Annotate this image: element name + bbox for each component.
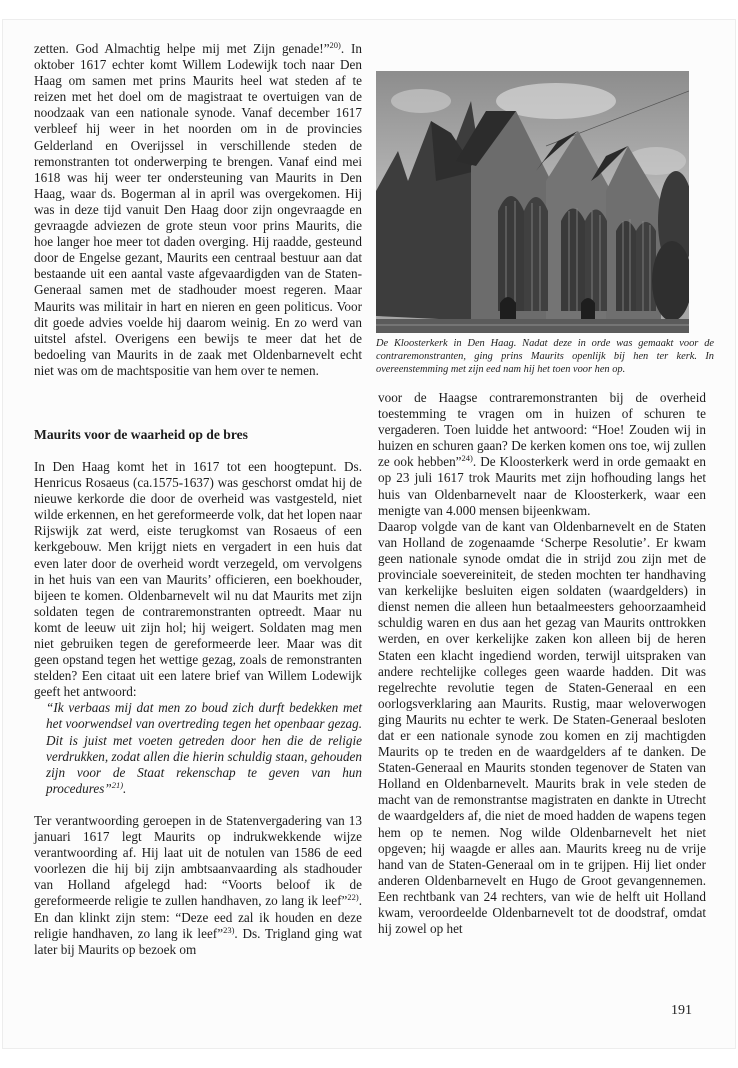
paragraph-text: . En dan klinkt zijn stem: “Deze eed zal ik houden en deze religie handhaven, zo lang ik leef” [34, 893, 362, 941]
left-column [34, 41, 362, 958]
paragraph-text: voor de Haagse contraremonstranten bij de overheid toestemming te vragen om in huizen of schuren te vergaderen. Toen luidde het antwoord: “Hoe! Zouden wij in huizen en schuren gaan? De kerken komen ons toe, wij zullen ze ook hebben” [378, 390, 706, 470]
block-quote [34, 700, 362, 797]
paragraph-text: . Ds. Trigland ging wat later bij Maurits op bezoek om [34, 925, 362, 957]
footnote-ref-23: 23) [223, 924, 235, 935]
page-number: 191 [671, 1003, 692, 1018]
kloosterkerk-photo [376, 71, 689, 333]
section-heading: Maurits voor de waarheid op de bres [34, 426, 248, 442]
paragraph-text: . De Kloosterkerk werd in orde gemaakt en op 23 juli 1617 trok Maurits met zijn hofhouding langs het huis van Oldenbarnevelt naar de Kloosterkerk, waar een menigte van 4.000 mensen bijeenkwam. [378, 454, 706, 518]
quote-text: “Ik verbaas mij dat men zo boud zich durft bedekken met het voorwendsel van overtreding tegen het openbaar gezag. Dit is juist met voeten getreden door hen die de religie verdrukken, zodat allen die hierin schuldig staan, gehouden zijn voor de Staat rekenschap te geven van hun procedures” [46, 700, 362, 796]
footnote-ref-20: 20) [329, 40, 341, 50]
paragraph-den-haag: In Den Haag komt het in 1617 tot een hoogtepunt. Ds. Henricus Rosaeus (ca.1575-1637) was geschorst omdat hij de nieuwe kerkorde die door de overheid was vastgesteld, niet wilde erkennen, en het gereformeerde volk, dat het lopen naar Rijswijk zat werd, eiste terugkomst van Rosaeus of een kerkgebouw. Men krijgt niets en vergadert in een huis dat even later door de overheid wordt verzegeld, om vervolgens in het huis van een van Maurits’ officieren, een boekhouder, bijeen te komen. Oldenbarnevelt wil nu dat Maurits met zijn soldaten tegen de contraremonstranten optreedt. Maar nu komt de leeuw uit zijn hol; hij weigert. Soldaten mag men niet gebruiken tegen de gereformeerde leer. Maar was dit geen opstand tegen het wettige gezag, zoals de remonstranten stelden? Een citaat uit een latere brief van Willem Lodewijk geeft het antwoord: [34, 458, 362, 700]
footnote-ref-22: 22) [347, 892, 359, 903]
right-column [378, 390, 706, 937]
paragraph-text: . In oktober 1617 echter komt Willem Lodewijk toch naar Den Haag om samen met prins Maurits heel wat steden af te reizen met het doel om de magistraat te overtuigen van de noodzaak van een nationale synode. Vanaf december 1617 verbleef hij weer in het noorden om in de provincies Gelderland en Overijssel in verschillende steden de remonstranten tot onderwerping te brengen. Vanaf eind mei 1618 was hij weer ter ondersteuning van Maurits in Den Haag, waar ds. Bogerman al in april was overgekomen. Hij was in deze tijd vanuit Den Haag door zijn ongevraagde en gevraagde adviezen de grote steun voor prins Maurits, die hoe langer hoe meer tot daden overging. Hij raadde, gesteund door de Engelse gezant, Maurits een centraal bestuur aan dat bestaande uit een aantal vaste afgevaardigden van de Staten-Generaal samen met de stadhouder moest regeren. Maar Maurits was militair in hart en nieren en geen politicus. Voor dit goede advies voelde hij daarom weinig. En zo werd van uitstel afstel. Overigens een bewijs te meer dat het de bedoeling van Maurits in de zaak met Oldenbarnevelt echt niet was om de machtspositie van hem over te nemen. [34, 41, 362, 378]
quote-tail: . [123, 780, 127, 796]
footnote-ref-24: 24) [461, 453, 473, 464]
figure-caption: De Kloosterkerk in Den Haag. Nadat deze in orde was gemaakt voor de contraremonstranten, ging prins Maurits openlijk bij hen ter kerk. In overeenstemming met zijn eed nam hij het toen voor hen op. [376, 338, 714, 376]
church-illustration [376, 71, 689, 333]
footnote-ref-21: 21) [111, 779, 124, 790]
paragraph-text: zetten. God Almachtig helpe mij met Zijn genade!” [34, 41, 330, 56]
paragraph-scherpe-resolutie: Daarop volgde van de kant van Oldenbarnevelt en de Staten van Holland de zogenaamde ‘Scherpe Resolutie’. Er kwam geen nationale synode omdat die in strijd zou zijn met de provinciale soevereiniteit, de steden mochten ter handhaving van kerkelijke besluiten eigen soldaten (waardgelders) in dienst nemen die alleen hun betaalmeesters gehoorzaamheid schuldig waren en dus aan het gezag van Maurits onttrokken werden, en over kerkelijke zaken kon alleen bij de heren Staten een klacht ingediend worden, terwijl uitspraken van andere rechtelijke colleges geen waarde hadden. Dit was regelrechte revolutie tegen de Staten-Generaal en een oorlogsverklaring aan Maurits. Rustig, maar weloverwogen ging Maurits nu echter te werk. De Staten-Generaal besloten dat er een nationale synode zou komen en zij machtigden Maurits op te treden en de waardgelders af te danken. De Staten-Generaal en Maurits stonden tegenover de Staten van Holland en Oldenbarnevelt. Maurits brak in vele steden de macht van de remonstrantse magistraten en dankte in Utrecht de waardgelders af, die niet de moed hadden de wapens tegen hem op te nemen. Nog wilde Oldenbarnevelt het niet opgeven; hij waagde er alles aan. Maurits kreeg nu de vrije hand van de Staten-Generaal om in te grijpen. Hij liet onder anderen Oldenbarnevelt en Hugo de Groot gevangennemen. Een rechtbank van 24 rechters, van wie de helft uit Holland kwam, veroordeelde Oldenbarnevelt tot de doodstraf, omdat hij zowel op het [378, 518, 706, 937]
paragraph-text: Ter verantwoording geroepen in de Statenvergadering van 13 januari 1617 legt Maurits op indrukwekkende wijze verantwoording af. Hij laat uit de notulen van 1586 de eed voorlezen die hij bij zijn ambtsaanvaarding als stadhouder van Holland afgelegd had: “Voorts beloof ik de gereformeerde religie te zullen handhaven, zo lang ik leef” [34, 812, 362, 909]
paragraph-kloosterkerk [378, 390, 706, 519]
paragraph-willem-lodewijk [34, 41, 362, 379]
paragraph-statenvergadering [34, 813, 362, 958]
